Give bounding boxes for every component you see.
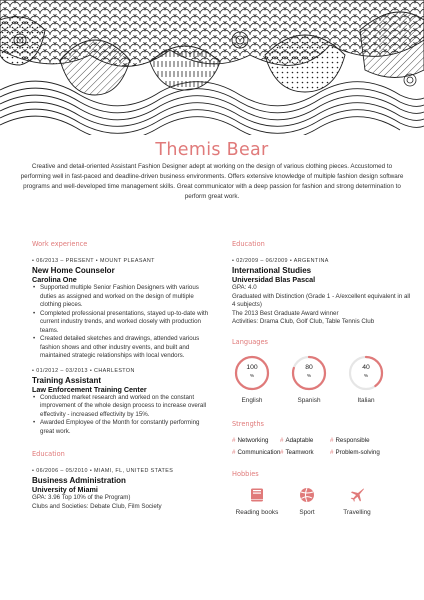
hash-icon: #: [330, 448, 334, 456]
education-line: GPA: 4.0: [232, 284, 257, 291]
hash-icon: #: [280, 436, 284, 444]
job-bullet: • Supported multiple Senior Fashion Designers with various duties as assigned and worked on the design of multiple clothing pieces.: [32, 284, 212, 310]
hobbies-title: Hobbies: [232, 469, 259, 478]
strength-item: [232, 449, 280, 456]
education-school: Universidad Blas Pascal: [232, 275, 316, 284]
hobby-item: [282, 487, 332, 516]
education-degree: Business Administration: [32, 476, 126, 485]
job-location: MOUNT PLEASANT: [99, 258, 155, 264]
education-meta: • 06/2006 – 05/2010 • MIAMI, FL, UNITED STATES: [32, 468, 174, 474]
education-line: The 2013 Best Graduate Award winner: [232, 309, 339, 317]
strength-item: [330, 437, 390, 444]
education-school: University of Miami: [32, 485, 98, 494]
right-column: [232, 240, 412, 516]
job-bullets: [32, 284, 212, 361]
job-dates: 01/2012 – 03/2013: [36, 367, 88, 374]
work-experience-title: Work experience: [32, 240, 88, 248]
job-bullet: • Created detailed sketches and drawings, attended various fashion shows and other industry events, and built and maintained strategic relationships with local vendors.: [32, 335, 212, 361]
strength-label: Teamwork: [285, 448, 314, 456]
job-bullet: • Awarded Employee of the Month for constantly performing great work.: [32, 419, 212, 436]
strength-item: [232, 437, 280, 444]
education-line: Activities: Drama Club, Golf Club, Table Tennis Club: [232, 318, 375, 325]
hobby-name: Sport: [299, 508, 315, 516]
job-meta: • 06/2013 – PRESENT • MOUNT PLEASANT: [32, 258, 155, 264]
job-bullets: [32, 394, 212, 437]
languages-list: [232, 355, 386, 404]
doodle-pattern: [0, 0, 424, 135]
education-degree: International Studies: [232, 266, 312, 275]
hash-icon: #: [232, 448, 236, 456]
hobby-name: Reading books: [235, 508, 279, 516]
language-value: 40: [362, 363, 370, 371]
language-unit: %: [306, 373, 312, 379]
education-entry: [232, 257, 412, 327]
left-column: [32, 240, 212, 517]
job-location: CHARLESTON: [94, 367, 135, 374]
language-item: [232, 355, 272, 404]
language-name: English: [241, 396, 263, 404]
hash-icon: #: [232, 436, 236, 444]
education-line: GPA: 3.96 Top 10% of the Program): [32, 494, 131, 501]
language-name: Spanish: [297, 396, 321, 404]
job-bullet: • Completed professional presentations, stayed up-to-date with current industry trends, and worked closely with production teams.: [32, 310, 212, 336]
hash-icon: #: [330, 436, 334, 444]
language-item: [346, 355, 386, 404]
education-location: MIAMI, FL, UNITED STATES: [94, 468, 174, 474]
strength-item: [280, 437, 330, 444]
ring-progress: [236, 357, 268, 389]
candidate-name: Themis Bear: [155, 140, 269, 160]
language-ring: [291, 355, 327, 391]
hobby-name: Travelling: [343, 508, 371, 516]
job-role: Training Assistant: [32, 375, 102, 385]
education-title: Education: [32, 450, 65, 458]
job-org: Law Enforcement Training Center: [32, 384, 147, 394]
job-org: Carolina One: [32, 275, 77, 284]
doodle-banner: [0, 0, 424, 135]
education-dates: 06/2006 – 05/2010: [36, 468, 88, 474]
language-ring: [348, 355, 384, 391]
job-entry: [32, 257, 212, 361]
education-entry: [32, 467, 212, 511]
strengths-title: Strengths: [232, 419, 264, 428]
job-bullet: • Conducted market research and worked on the constant improvement of the whole design process to increase overall effectivity - increased effectivity by 15%.: [32, 394, 212, 420]
profile-summary: Creative and detail-oriented Assistant Fashion Designer adept at working on the design of various clothing pieces. Accustomed to performing well in fast-paced and deadline-driven business environments. Offers extensive knowledge of multiple fashion design software programs and well-developed time management skills. Great communicator with a deep passion for fashion and strong determination to perform great work.: [20, 163, 404, 200]
volleyball-icon: [299, 487, 315, 503]
education-meta: • 02/2009 – 06/2009 • ARGENTINA: [232, 258, 329, 264]
language-name: Italian: [357, 396, 375, 404]
job-dates: 06/2013 – PRESENT: [36, 258, 94, 264]
hobby-item: [232, 487, 282, 516]
language-value: 80: [305, 363, 313, 371]
education-line: Clubs and Societies: Debate Club, Film Society: [32, 502, 162, 510]
job-role: New Home Counselor: [32, 266, 115, 275]
languages-title: Languages: [232, 337, 268, 346]
airplane-icon: [349, 487, 365, 503]
strength-item: [280, 449, 330, 456]
education-title: Education: [232, 240, 265, 248]
language-item: [289, 355, 329, 404]
strengths-list: [232, 437, 412, 456]
strength-label: Responsible: [335, 436, 370, 444]
education-location: ARGENTINA: [293, 258, 329, 264]
hobbies-list: [232, 487, 382, 516]
book-icon: [249, 487, 265, 503]
job-entry: [32, 367, 212, 437]
language-unit: %: [249, 373, 255, 379]
strength-label: Adaptable: [285, 436, 314, 444]
hobby-item: [332, 487, 382, 516]
language-ring: [234, 355, 270, 391]
language-unit: %: [363, 373, 369, 379]
education-dates: 02/2009 – 06/2009: [236, 258, 288, 264]
strength-label: Problem-solving: [335, 448, 380, 456]
job-meta: • 01/2012 – 03/2013 • CHARLESTON: [32, 367, 135, 374]
hash-icon: #: [280, 448, 284, 456]
strength-label: Communication: [237, 448, 281, 456]
strength-item: [330, 449, 390, 456]
education-line: Graduated with Distinction (Grade 1 - A/excellent equivalent in all 4 subjects): [232, 292, 411, 308]
strength-label: Networking: [237, 436, 269, 444]
language-value: 100: [246, 363, 258, 371]
